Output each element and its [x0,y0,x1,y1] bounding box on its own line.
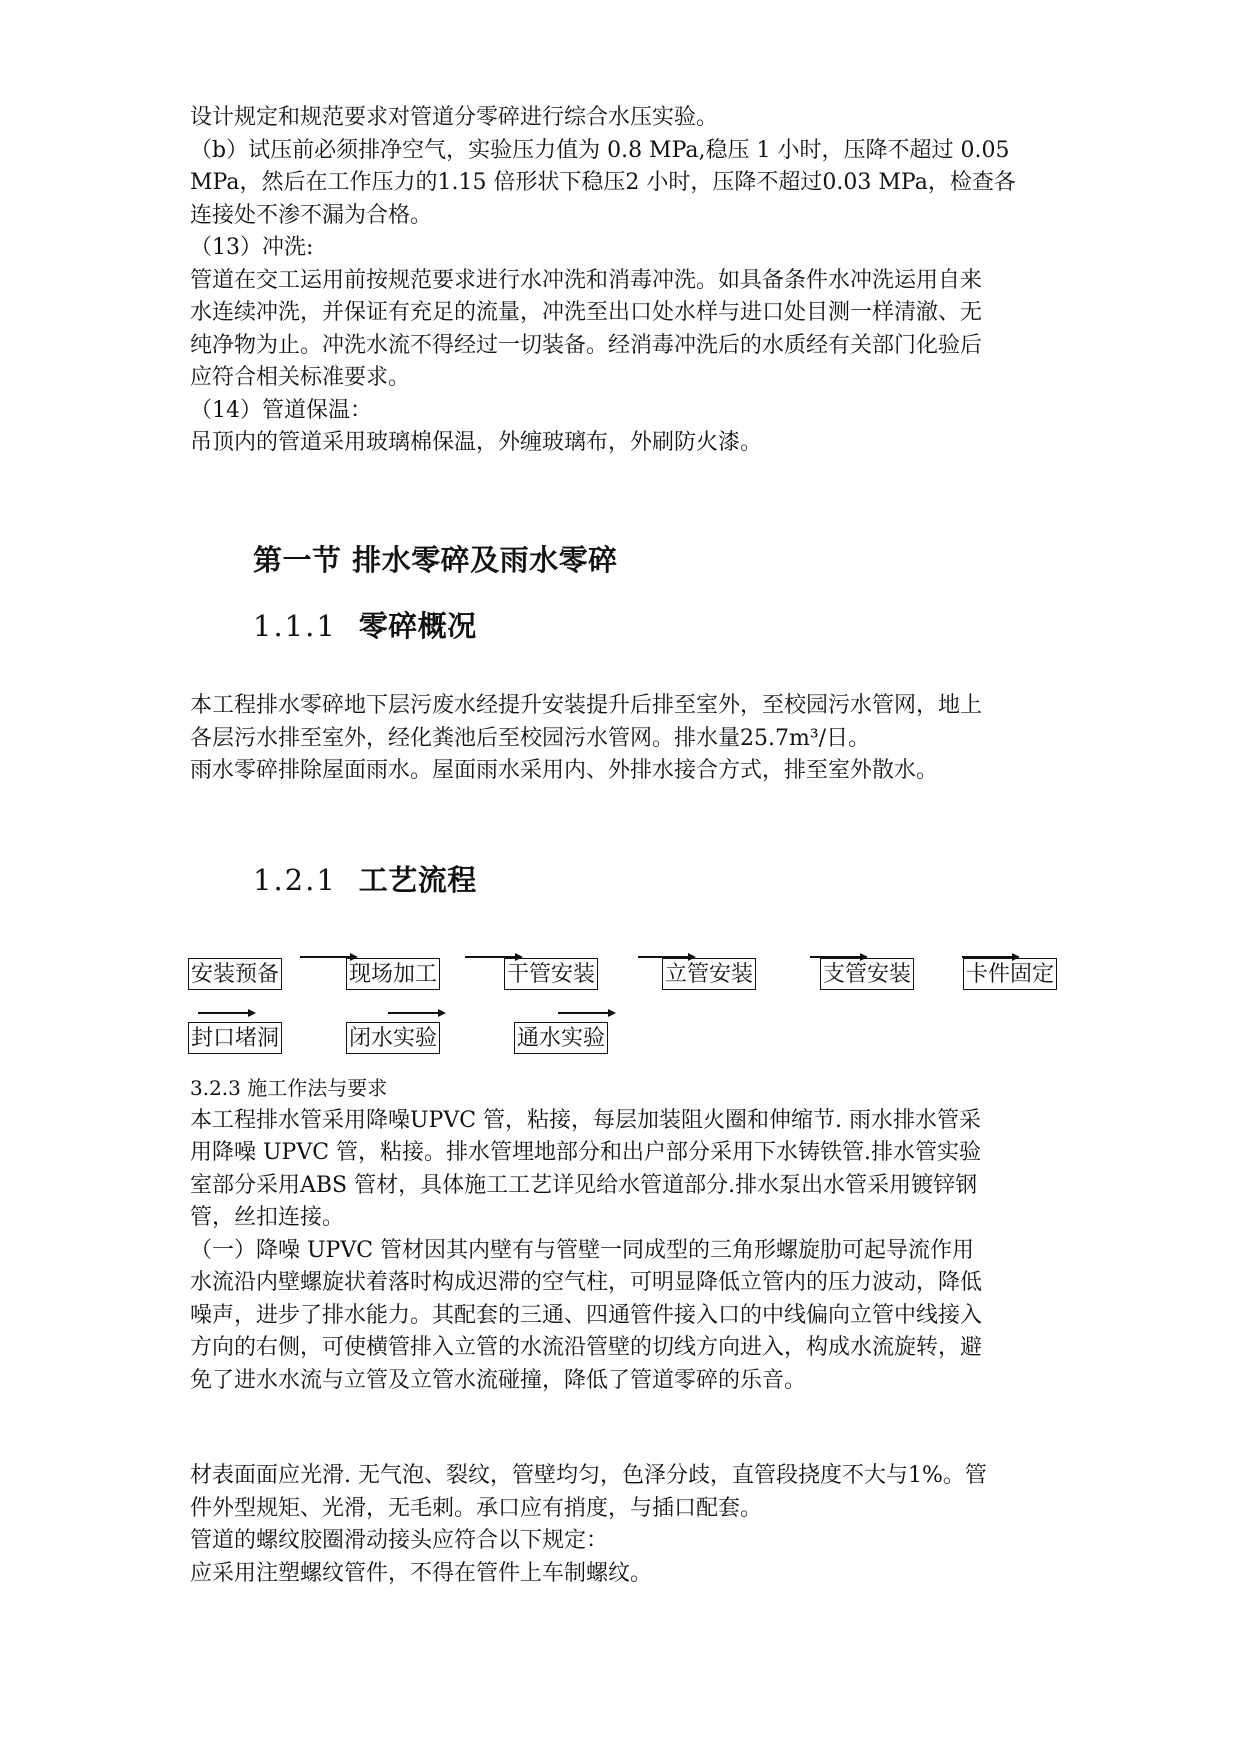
text-line: 方向的右侧，可使横管排入立管的水流沿管壁的切线方向进入，构成水流旋转，避 [190,1335,983,1360]
pressure-test-paragraph [190,102,1065,460]
text-line: （14）管道保温： [190,397,372,423]
subsection-title: 3.2.3 施工作法与要求 [190,1076,388,1100]
flow-step-box: 卡件固定 [963,958,1057,990]
text-line: （b）试压前必须排净空气，实验压力值为 0.8 MPa,稳压 1 小时，压降不超过 0.05 [190,137,1010,163]
text-line: 设计规定和规范要求对管道分零碎进行综合水压实验。 [190,105,719,130]
flow-arrow-icon [388,1008,446,1018]
section-heading-text: 第一节 排水零碎及雨水零碎 [253,543,618,577]
text-line: 免了进水水流与立管及立管水流碰撞，降低了管道零碎的乐音。 [190,1367,807,1393]
text-line: 纯净物为止。冲洗水流不得经过一切装备。经消毒冲洗后的水质经有关部门化验后 [190,332,983,358]
text-line: 管，丝扣连接。 [190,1205,345,1230]
process-heading [253,858,477,899]
heading-text: 零碎概况 [358,609,477,643]
text-line: 连接处不渗不漏为合格。 [190,202,433,228]
flow-arrow-icon [198,1008,256,1018]
text-line: 噪声，进步了排水能力。其配套的三通、四通管件接入口的中线偏向立管中线接入 [190,1302,983,1328]
flow-step-box: 闭水实验 [346,1022,440,1054]
overview-heading [253,604,477,645]
section-heading [253,538,618,579]
overview-paragraph [190,690,1065,788]
text-line: MPa，然后在工作压力的1.15 倍形状下稳压2 小时，压降不超过0.03 MPa，检查各 [190,170,1016,195]
text-line: 用降噪 UPVC 管，粘接。排水管埋地部分和出户部分采用下水铸铁管.排水管实验 [190,1140,982,1165]
flow-step-box: 现场加工 [346,958,440,990]
flow-step-box: 封口堵洞 [188,1022,282,1054]
text-line: 件外型规矩、光滑，无毛刺。承口应有捎度，与插口配套。 [190,1495,763,1521]
heading-number: 1.1.1 [253,609,337,643]
text-line: （一）降噪 UPVC 管材因其内壁有与管壁一同成型的三角形螺旋肋可起导流作用 [190,1237,975,1263]
construction-method-paragraph [190,1072,1065,1397]
flow-arrow-icon [638,952,696,962]
text-line: 本工程排水零碎地下层污废水经提升安装提升后排至室外，至校园污水管网，地上 [190,693,983,718]
text-line: 管道的螺纹胶圈滑动接头应符合以下规定： [190,1528,609,1553]
text-line: 本工程排水管采用降噪UPVC 管，粘接，每层加装阻火圈和伸缩节. 雨水排水管采 [190,1107,982,1133]
text-line: 各层污水排至室外，经化粪池后至校园污水管网。排水量25.7m³/日。 [190,725,871,751]
heading-number: 1.2.1 [253,863,337,897]
flow-arrow-icon [465,952,523,962]
flow-arrow-icon [300,952,358,962]
heading-text: 工艺流程 [358,863,477,897]
flow-step-box: 立管安装 [662,958,756,990]
text-line: 材表面面应光滑. 无气泡、裂纹，管壁均匀，色泽分歧，直管段挠度不大与1%。管 [190,1463,987,1488]
material-requirements-paragraph [190,1460,1065,1590]
flow-step-box: 通水实验 [514,1022,608,1054]
flow-arrow-icon [810,952,868,962]
flow-arrow-icon [962,952,1020,962]
flow-step-box: 支管安装 [820,958,914,990]
text-line: 雨水零碎排除屋面雨水。屋面雨水采用内、外排水接合方式，排至室外散水。 [190,758,939,783]
flow-step-box: 干管安装 [504,958,598,990]
text-line: 水流沿内壁螺旋状着落时构成迟滞的空气柱，可明显降低立管内的压力波动，降低 [190,1270,983,1295]
flow-step-box: 安装预备 [188,958,282,990]
text-line: （13）冲洗: [190,235,314,260]
text-line: 吊顶内的管道采用玻璃棉保温，外缠玻璃布，外刷防火漆。 [190,430,763,455]
text-line: 应符合相关标准要求。 [190,365,411,390]
text-line: 管道在交工运用前按规范要求进行水冲洗和消毒冲洗。如具备条件水冲洗运用自来 [190,267,983,293]
flow-arrow-icon [558,1008,616,1018]
text-line: 室部分采用ABS 管材，具体施工工艺详见给水管道部分.排水泵出水管采用镀锌钢 [190,1172,978,1198]
text-line: 应采用注塑螺纹管件，不得在管件上车制螺纹。 [190,1560,653,1586]
text-line: 水连续冲洗，并保证有充足的流量，冲洗至出口处水样与进口处目测一样清澈、无 [190,300,983,325]
